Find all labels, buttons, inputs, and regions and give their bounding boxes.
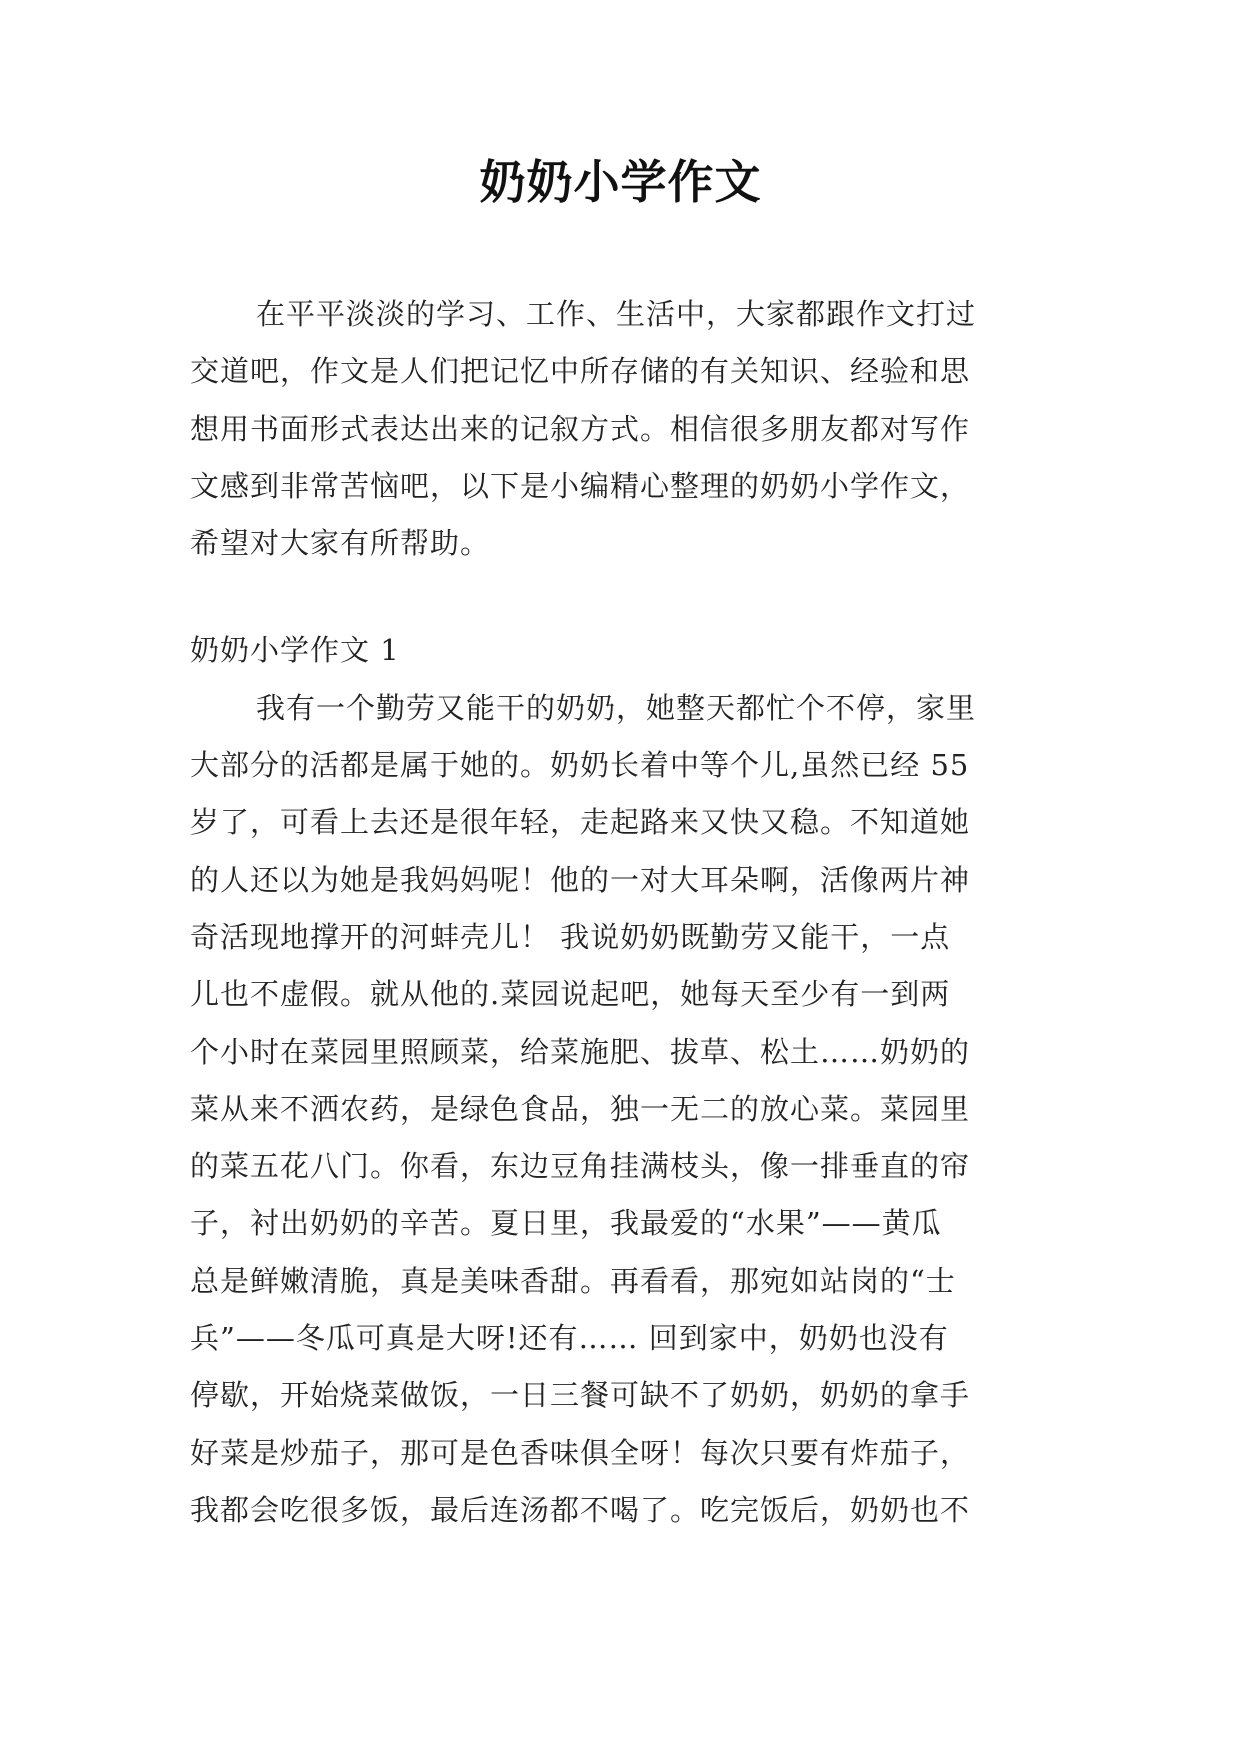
essay-line: 的菜五花八门。你看，东边豆角挂满枝头，像一排垂直的帘 bbox=[190, 1149, 971, 1184]
intro-line: 交道吧，作文是人们把记忆中所存储的有关知识、经验和思 bbox=[190, 354, 971, 389]
essay-line: 兵”——冬瓜可真是大呀!还有…… 回到家中，奶奶也没有 bbox=[190, 1321, 949, 1356]
essay-line: 菜从来不洒农药，是绿色食品，独一无二的放心菜。菜园里 bbox=[190, 1091, 971, 1126]
essay-line: 岁了，可看上去还是很年轻，走起路来又快又稳。不知道她 bbox=[190, 805, 971, 840]
essay-line: 的人还以为她是我妈妈呢！他的一对大耳朵啊，活像两片神 bbox=[190, 862, 971, 897]
section-heading: 奶奶小学作文 1 bbox=[190, 633, 400, 668]
essay-line: 个小时在菜园里照顾菜，给菜施肥、拔草、松土……奶奶的 bbox=[190, 1034, 971, 1069]
paragraph-gap bbox=[190, 572, 1050, 622]
essay-line: 停歇，开始烧菜做饭，一日三餐可缺不了奶奶，奶奶的拿手 bbox=[190, 1378, 971, 1413]
essay-line: 我都会吃很多饭，最后连汤都不喝了。吃完饭后，奶奶也不 bbox=[190, 1492, 971, 1527]
document-title: 奶奶小学作文 bbox=[479, 155, 762, 209]
essay-line: 奇活现地撑开的河蚌壳儿！ 我说奶奶既勤劳又能干，一点 bbox=[190, 919, 951, 954]
essay-line: 总是鲜嫩清脆，真是美味香甜。再看看，那宛如站岗的“士 bbox=[190, 1263, 956, 1298]
essay-line: 子，衬出奶奶的辛苦。夏日里，我最爱的“水果”——黄瓜 bbox=[190, 1206, 942, 1241]
essay-line: 好菜是炒茄子，那可是色香味俱全呀！每次只要有炸茄子， bbox=[190, 1435, 971, 1470]
document-body bbox=[190, 286, 1050, 1539]
essay-line: 大部分的活都是属于她的。奶奶长着中等个儿,虽然已经 55 bbox=[190, 748, 970, 783]
intro-line: 在平平淡淡的学习、工作、生活中，大家都跟作文打过 bbox=[256, 297, 977, 331]
intro-line: 希望对大家有所帮助。 bbox=[190, 526, 491, 561]
intro-line: 想用书面形式表达出来的记叙方式。相信很多朋友都对写作 bbox=[190, 411, 971, 446]
essay-line: 儿也不虚假。就从他的.菜园说起吧，她每天至少有一到两 bbox=[190, 977, 951, 1012]
essay-line: 我有一个勤劳又能干的奶奶，她整天都忙个不停，家里 bbox=[256, 690, 977, 725]
intro-line: 文感到非常苦恼吧，以下是小编精心整理的奶奶小学作文， bbox=[190, 468, 971, 503]
